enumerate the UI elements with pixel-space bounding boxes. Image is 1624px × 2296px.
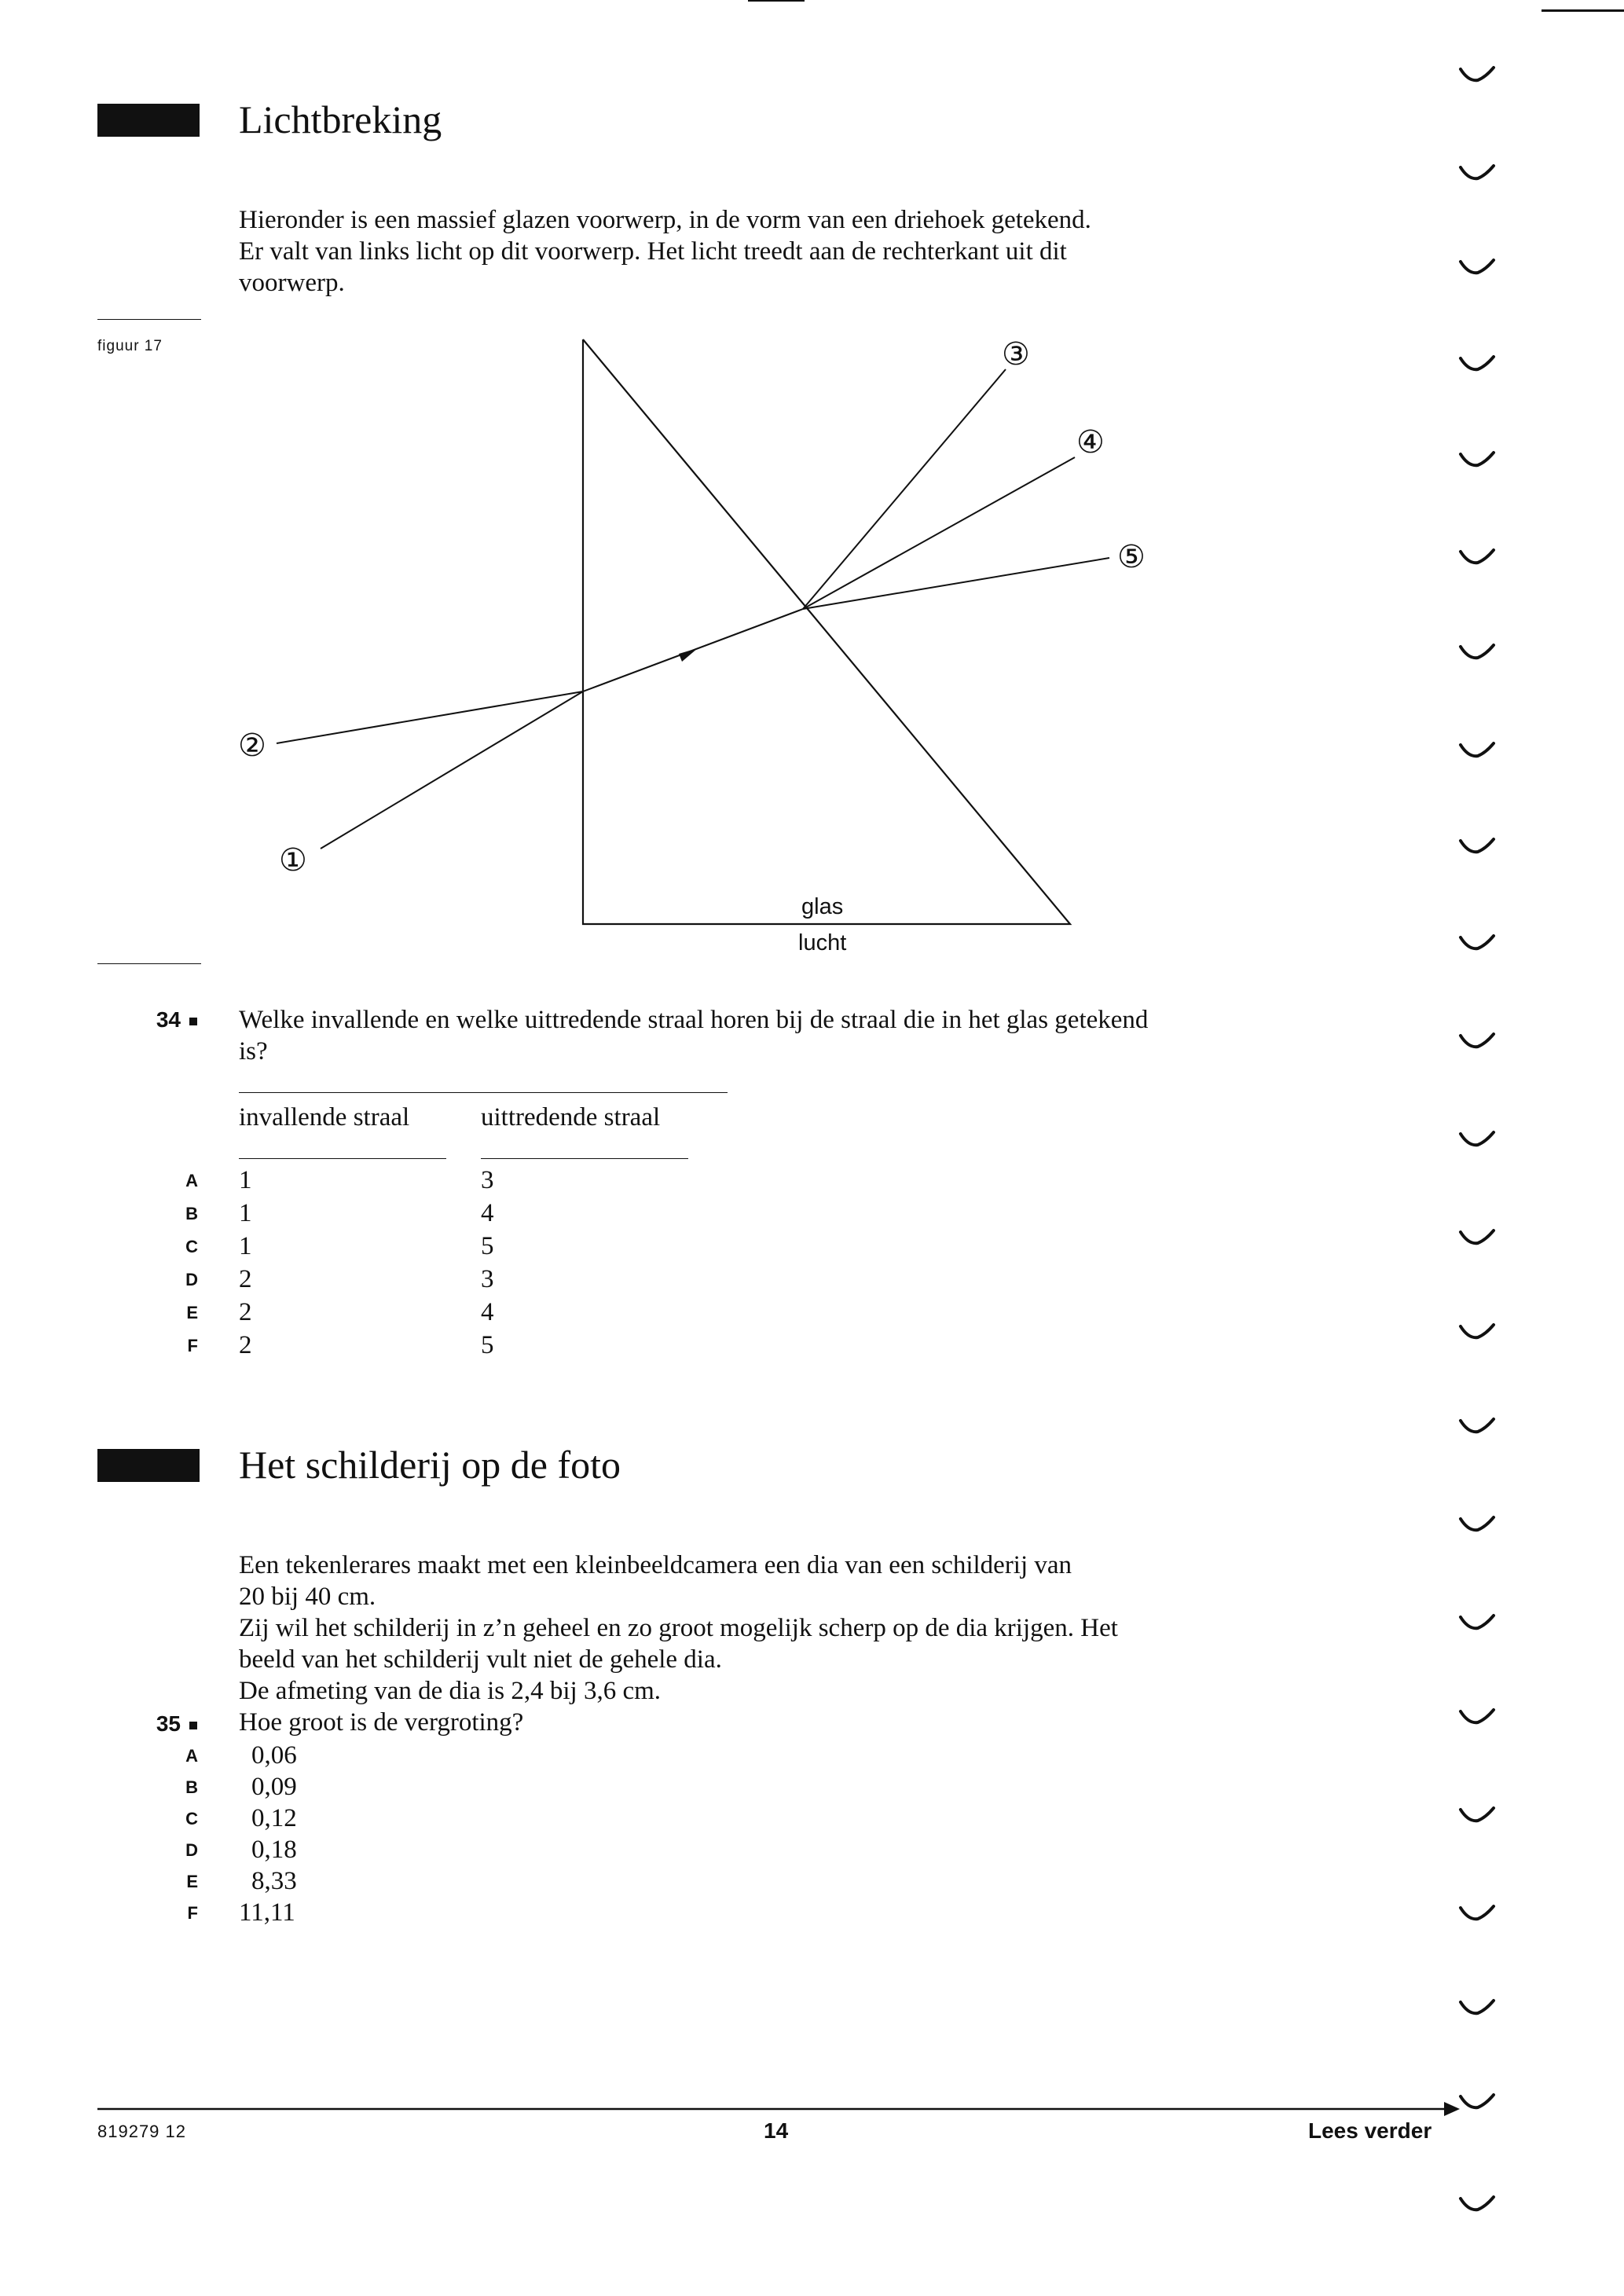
column-rule-outgoing bbox=[481, 1158, 688, 1159]
question-number-35: 35 bbox=[156, 1711, 181, 1736]
check-mark-icon bbox=[1457, 1414, 1498, 1438]
intro2-line-3: Zij wil het schilderij in z’n geheel en zo groot mogelijk scherp op de dia krijgen. Het bbox=[239, 1614, 1118, 1642]
ray-3 bbox=[803, 369, 1006, 609]
table-top-rule bbox=[239, 1092, 728, 1093]
check-mark-icon bbox=[1457, 255, 1498, 279]
ray-label-5: ⑤ bbox=[1117, 539, 1146, 575]
question-34-line-1: Welke invallende en welke uittredende straal horen bij de straal die in het glas getekend bbox=[239, 1006, 1149, 1034]
intro2-line-2: 20 bij 40 cm. bbox=[239, 1583, 376, 1611]
check-mark-icon bbox=[1457, 1128, 1498, 1151]
check-mark-icon bbox=[1457, 640, 1498, 664]
option-incoming: 2 bbox=[239, 1331, 252, 1359]
option-outgoing: 5 bbox=[481, 1232, 494, 1260]
intro-line-2: Er valt van links licht op dit voorwerp. Het licht treedt aan de rechterkant uit dit bbox=[239, 237, 1067, 266]
option-outgoing: 3 bbox=[481, 1166, 494, 1194]
medium-label-glas: glas bbox=[801, 894, 844, 919]
option-letter: E bbox=[186, 1303, 198, 1322]
ray-label-1: ① bbox=[279, 842, 307, 878]
option-value: 0,12 bbox=[251, 1804, 297, 1832]
check-mark-icon bbox=[1457, 1611, 1498, 1634]
check-mark-icon bbox=[1457, 1996, 1498, 2019]
option-letter: A bbox=[185, 1746, 198, 1766]
option-letter: C bbox=[185, 1809, 198, 1828]
check-mark-icon bbox=[1457, 545, 1498, 569]
option-letter: F bbox=[187, 1903, 198, 1923]
option-value: 0,09 bbox=[251, 1773, 297, 1801]
option-incoming: 2 bbox=[239, 1265, 252, 1293]
question-marker-35 bbox=[189, 1722, 197, 1729]
continue-label: Lees verder bbox=[1308, 2118, 1432, 2143]
option-incoming: 1 bbox=[239, 1166, 252, 1194]
check-mark-icon bbox=[1457, 2090, 1498, 2114]
option-letter: B bbox=[185, 1777, 198, 1797]
intro2-line-1: Een tekenlerares maakt met een kleinbeeldcamera een dia van een schilderij van bbox=[239, 1551, 1072, 1579]
option-value: 8,33 bbox=[251, 1867, 297, 1895]
check-mark-icon bbox=[1457, 352, 1498, 376]
ray-1 bbox=[321, 691, 583, 849]
refraction-figure bbox=[0, 0, 1624, 990]
check-mark-icon bbox=[1457, 2192, 1498, 2216]
option-letter: C bbox=[185, 1237, 198, 1256]
check-mark-icon bbox=[1457, 931, 1498, 955]
option-outgoing: 4 bbox=[481, 1298, 494, 1326]
check-mark-icon bbox=[1457, 63, 1498, 86]
question-34-line-2: is? bbox=[239, 1037, 268, 1065]
section-title-lichtbreking: Lichtbreking bbox=[239, 97, 442, 141]
option-letter: D bbox=[185, 1840, 198, 1860]
option-value: 0,18 bbox=[251, 1836, 297, 1864]
intro2-line-5: De afmeting van de dia is 2,4 bij 3,6 cm. bbox=[239, 1677, 662, 1705]
check-mark-icon bbox=[1457, 1513, 1498, 1536]
check-mark-icon bbox=[1457, 1320, 1498, 1344]
check-mark-icon bbox=[1457, 739, 1498, 762]
option-letter: F bbox=[187, 1336, 198, 1355]
option-incoming: 1 bbox=[239, 1232, 252, 1260]
ray-2 bbox=[277, 691, 583, 743]
option-outgoing: 5 bbox=[481, 1331, 494, 1359]
option-incoming: 1 bbox=[239, 1199, 252, 1227]
check-mark-icon bbox=[1457, 1803, 1498, 1827]
ray-label-3: ③ bbox=[1002, 336, 1030, 372]
check-mark-icon bbox=[1457, 1902, 1498, 1925]
intro2-line-4: beeld van het schilderij vult niet de gehele dia. bbox=[239, 1645, 722, 1674]
page-number: 14 bbox=[764, 2118, 789, 2143]
check-mark-icon bbox=[1457, 448, 1498, 471]
check-mark-icon bbox=[1457, 834, 1498, 858]
check-mark-icon bbox=[1457, 1029, 1498, 1053]
footer-code: 819279 12 bbox=[97, 2122, 186, 2141]
question-35-text: Hoe groot is de vergroting? bbox=[239, 1708, 524, 1737]
option-outgoing: 4 bbox=[481, 1199, 494, 1227]
ray-direction-arrow bbox=[679, 648, 698, 662]
option-value: 11,11 bbox=[239, 1898, 295, 1927]
question-marker-34 bbox=[189, 1018, 197, 1025]
option-letter: A bbox=[185, 1171, 198, 1190]
ray-label-4: ④ bbox=[1076, 424, 1105, 460]
section-title-schilderij: Het schilderij op de foto bbox=[239, 1443, 621, 1487]
check-mark-icon bbox=[1457, 1226, 1498, 1249]
option-letter: B bbox=[185, 1204, 198, 1223]
intro-line-1: Hieronder is een massief glazen voorwerp, in de vorm van een driehoek getekend. bbox=[239, 206, 1091, 234]
ray-label-2: ② bbox=[238, 728, 266, 764]
column-rule-incoming bbox=[239, 1158, 446, 1159]
section-bar-2 bbox=[97, 1449, 200, 1482]
option-incoming: 2 bbox=[239, 1298, 252, 1326]
medium-label-lucht: lucht bbox=[798, 930, 847, 955]
glass-triangle bbox=[583, 339, 1070, 924]
question-number-34: 34 bbox=[156, 1007, 181, 1032]
option-letter: E bbox=[186, 1872, 198, 1891]
figure-bottom-rule bbox=[97, 963, 201, 964]
column-header-outgoing: uittredende straal bbox=[481, 1103, 661, 1131]
option-letter: D bbox=[185, 1270, 198, 1289]
column-header-incoming: invallende straal bbox=[239, 1103, 410, 1131]
check-mark-icon bbox=[1457, 1705, 1498, 1729]
intro-line-3: voorwerp. bbox=[239, 269, 345, 297]
option-outgoing: 3 bbox=[481, 1265, 494, 1293]
figure-label: figuur 17 bbox=[97, 338, 163, 354]
check-mark-icon bbox=[1457, 161, 1498, 185]
option-value: 0,06 bbox=[251, 1741, 297, 1770]
